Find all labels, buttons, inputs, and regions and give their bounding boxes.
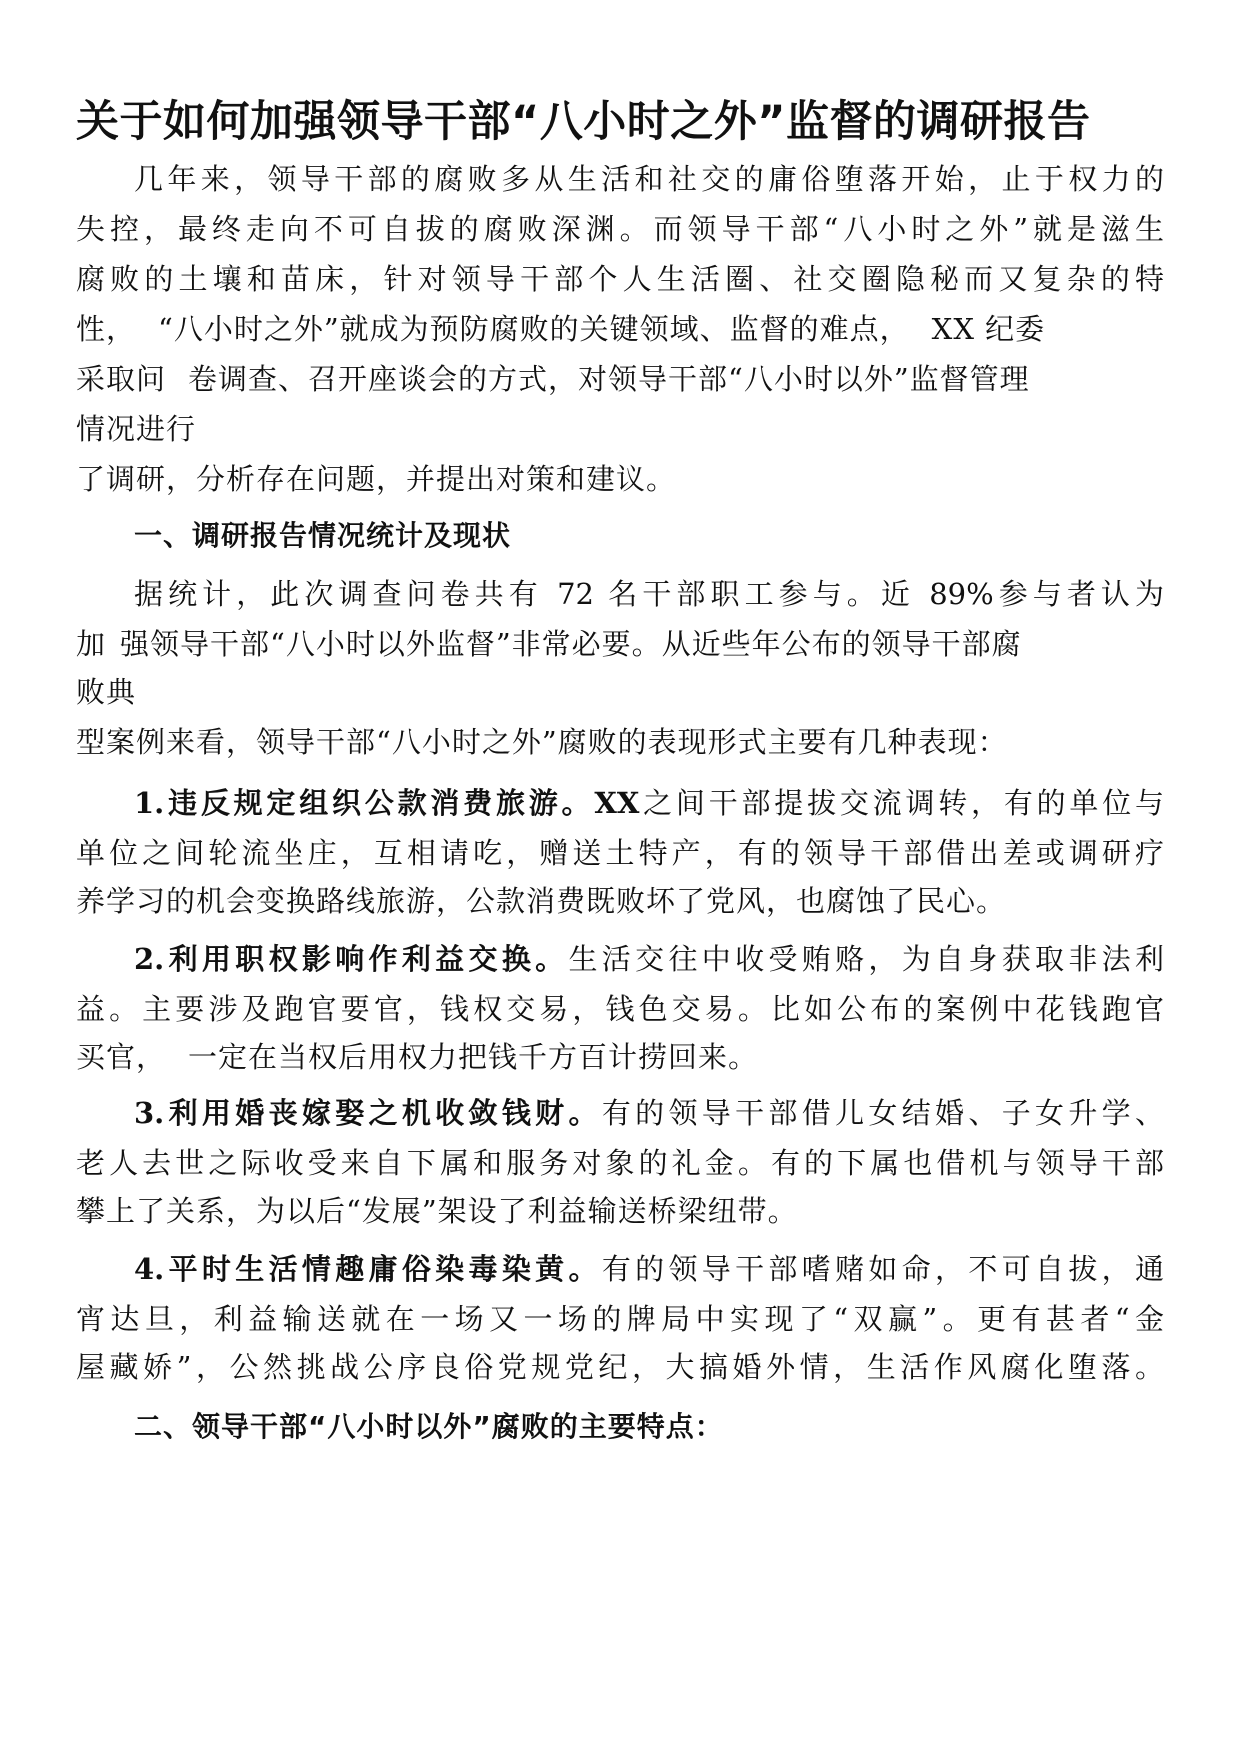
intro-line-4 <box>76 305 1164 353</box>
item-2-line-1 <box>134 935 1164 983</box>
item-2-text-start: 生活交往中收受贿赂，为自身获取非法利 <box>568 942 1164 976</box>
item-4-line-3: 屋藏娇”，公然挑战公序良俗党规党纪，大搞婚外情，生活作风腐化堕落。 <box>76 1350 1164 1384</box>
item-3-title: 3.利用婚丧嫁娶之机收敛钱财。 <box>134 1096 602 1130</box>
intro-line-3: 腐败的土壤和苗床，针对领导干部个人生活圈、社交圈隐秘而又复杂的特 <box>76 262 1164 296</box>
item-2-title: 2.利用职权影响作利益交换。 <box>134 942 569 976</box>
item-2-line-2: 益。主要涉及跑官要官，钱权交易，钱色交易。比如公布的案例中花钱跑官 <box>76 992 1164 1026</box>
item-4-title: 4.平时生活情趣庸俗染毒染黄。 <box>134 1252 602 1286</box>
item-1-line-2: 单位之间轮流坐庄，互相请吃，赠送土特产，有的领导干部借出差或调研疗 <box>76 836 1164 870</box>
item-1-text-start: 之间干部提拔交流调转，有的单位与 <box>639 786 1164 820</box>
item-2-line-3 <box>76 1033 758 1081</box>
item-3-line-3: 攀上了关系，为以后“发展”架设了利益输送桥梁纽带。 <box>76 1194 798 1228</box>
section-1-para-line-1: 据统计，此次调查问卷共有 72 名干部职工参与。近 89%参与者认为 <box>134 577 1164 611</box>
item-4-line-1 <box>134 1245 1164 1293</box>
intro-line-7: 了调研，分析存在问题，并提出对策和建议。 <box>76 462 677 496</box>
intro-line-2: 失控，最终走向不可自拔的腐败深渊。而领导干部“八小时之外”就是滋生 <box>76 212 1164 246</box>
item-1-line-1 <box>134 779 1164 827</box>
section-1-heading: 一、调研报告情况统计及现状 <box>134 519 512 552</box>
item-2-line-3-part-a: 买官， <box>76 1040 167 1074</box>
intro-line-6: 情况进行 <box>76 412 197 446</box>
item-1-title: 1.违反规定组织公款消费旅游。XX <box>134 786 640 820</box>
intro-line-4-part-c: XX 纪委 <box>931 312 1046 346</box>
intro-line-4-part-b: “八小时之外”就成为预防腐败的关键领域、监督的难点， <box>158 312 910 346</box>
item-1-line-3: 养学习的机会变换路线旅游，公款消费既败坏了党风，也腐蚀了民心。 <box>76 884 1007 918</box>
section-1-para-line-4: 型案例来看，领导干部“八小时之外”腐败的表现形式主要有几种表现： <box>76 725 1008 759</box>
intro-line-5-part-b: 卷调查、召开座谈会的方式，对领导干部“八小时以外”监督管理 <box>188 362 1030 396</box>
intro-line-4-part-a: 性， <box>76 312 137 346</box>
section-1-para-line-2-part-a: 加 <box>76 627 107 661</box>
item-3-line-2: 老人去世之际收受来自下属和服务对象的礼金。有的下属也借机与领导干部 <box>76 1146 1164 1180</box>
intro-line-5-part-a: 采取问 <box>76 362 167 396</box>
item-2-line-3-part-b: 一定在当权后用权力把钱千方百计捞回来。 <box>188 1040 759 1074</box>
section-1-para-line-2 <box>76 620 1022 668</box>
section-2-heading: 二、领导干部“八小时以外”腐败的主要特点： <box>134 1410 724 1443</box>
intro-line-1: 几年来，领导干部的腐败多从生活和社交的庸俗堕落开始，止于权力的 <box>134 162 1164 196</box>
document-title: 关于如何加强领导干部“八小时之外”监督的调研报告 <box>76 97 1091 147</box>
item-3-text-start: 有的领导干部借儿女结婚、子女升学、 <box>601 1096 1164 1130</box>
section-1-para-line-3: 败典 <box>76 675 137 709</box>
item-4-text-start: 有的领导干部嗜赌如命，不可自拔，通 <box>601 1252 1164 1286</box>
item-3-line-1 <box>134 1089 1164 1137</box>
item-4-line-2: 宵达旦，利益输送就在一场又一场的牌局中实现了“双赢”。更有甚者“金 <box>76 1302 1164 1336</box>
section-1-para-line-2-part-b: 强领导干部“八小时以外监督”非常必要。从近些年公布的领导干部腐 <box>120 627 1022 661</box>
intro-line-5 <box>76 355 1030 403</box>
